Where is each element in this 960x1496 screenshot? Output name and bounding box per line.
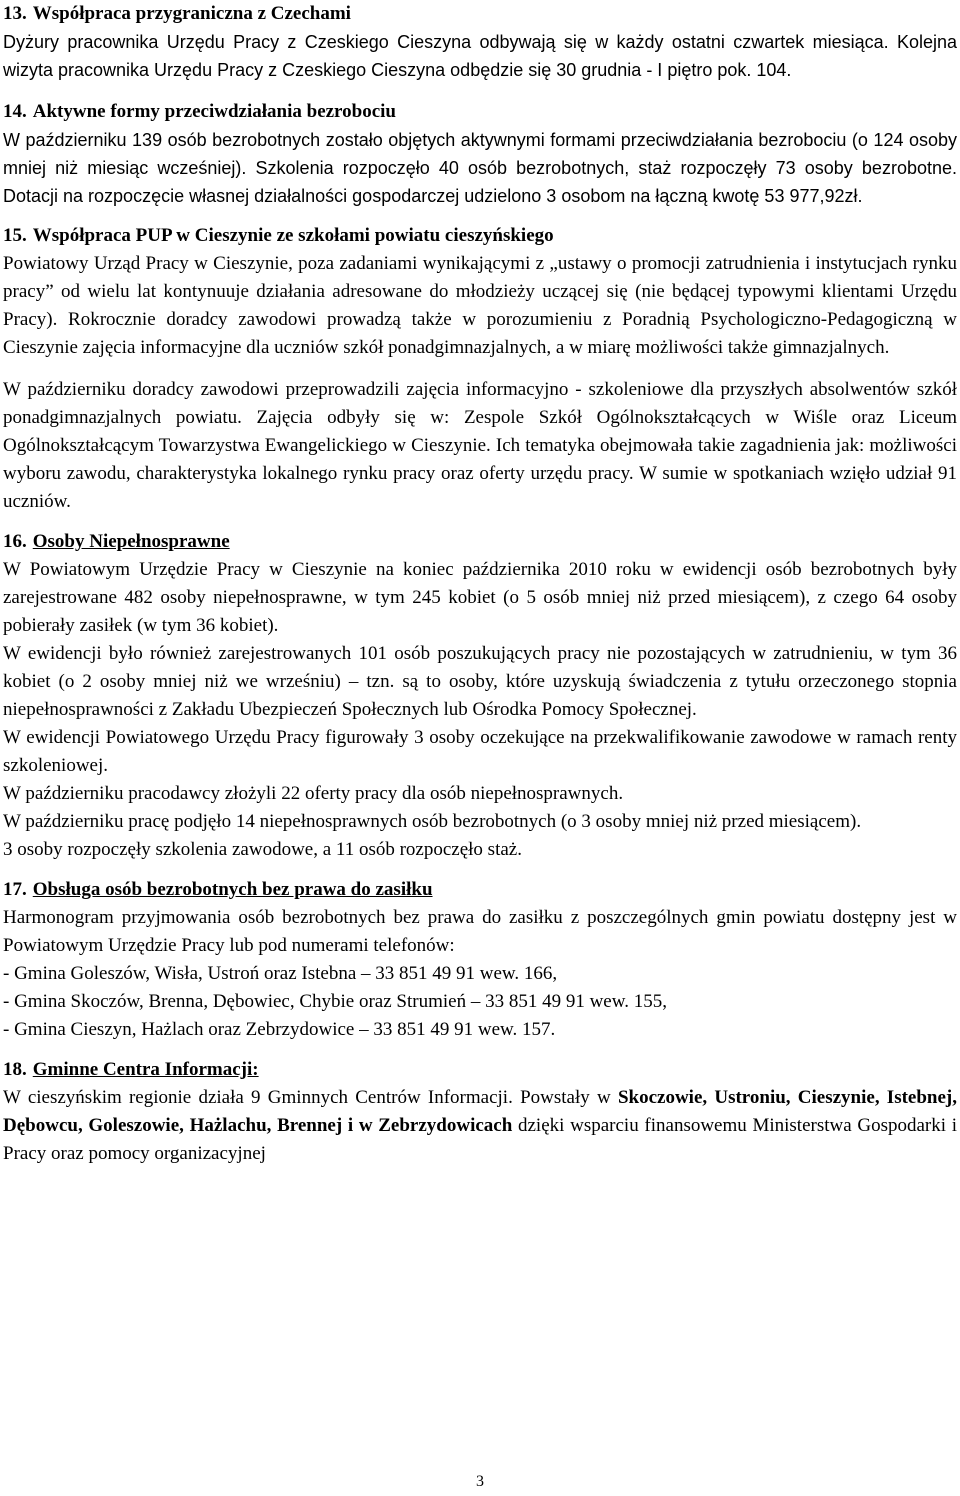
text-span: W cieszyńskim regionie działa 9 Gminnych Centrów Informacji. Powstały w — [3, 1087, 611, 1108]
paragraph: W październiku 139 osób bezrobotnych zostało objętych aktywnymi formami przeciwdziałania bezrobociu (o 124 osoby mniej niż miesiąc wcześniej). Szkolenia rozpoczęło 40 osób bezrobotnych, staż rozpoczęły 73 osoby bezrobotne. Dotacji na rozpoczęcie własnej działalności gospodarczej udzielono 3 osobom na łączną kwotę 53 977,92zł. — [3, 130, 957, 206]
section-14 — [3, 98, 957, 210]
section-17 — [3, 876, 957, 1044]
section-heading — [3, 0, 957, 28]
section-title: Obsługa osób bezrobotnych bez prawa do zasiłku — [32, 879, 433, 900]
section-number: 16. — [3, 531, 27, 552]
section-heading — [3, 876, 957, 904]
section-number: 14. — [3, 101, 27, 122]
paragraph-gap — [3, 362, 957, 376]
paragraph: 3 osoby rozpoczęły szkolenia zawodowe, a 11 osób rozpoczęło staż. — [3, 839, 522, 860]
section-title: Aktywne formy przeciwdziałania bezrobociu — [32, 101, 396, 122]
section-heading — [3, 528, 957, 556]
section-number: 18. — [3, 1059, 27, 1080]
paragraph — [3, 1084, 957, 1168]
paragraph: W październiku pracodawcy złożyli 22 oferty pracy dla osób niepełnosprawnych. — [3, 783, 624, 804]
paragraph: Dyżury pracownika Urzędu Pracy z Czeskiego Cieszyna odbywają się w każdy ostatni czwartek miesiąca. Kolejna wizyta pracownika Urzędu Pracy z Czeskiego Cieszyna odbędzie się 30 grudnia - I piętro pok. 104. — [3, 32, 957, 80]
section-heading — [3, 98, 957, 126]
section-13 — [3, 0, 957, 84]
list-item: - Gmina Cieszyn, Hażlach oraz Zebrzydowice – 33 851 49 91 wew. 157. — [3, 1019, 556, 1040]
section-title: Współpraca przygraniczna z Czechami — [32, 3, 351, 24]
paragraph: Powiatowy Urząd Pracy w Cieszynie, poza zadaniami wynikającymi z „ustawy o promocji zatrudnienia i instytucjach rynku pracy” od wielu lat kontynuuje działania adresowane do młodzieży uczącej się (nie będącej typowymi klientami Urzędu Pracy). Rokrocznie doradcy zawodowi prowadzą także w porozumieniu z Poradnią Psychologiczno-Pedagogiczną w Cieszynie zajęcia informacyjne dla uczniów szkół ponadgimnazjalnych, a w miarę możliwości także gimnazjalnych. — [3, 253, 957, 358]
section-heading — [3, 1056, 957, 1084]
section-18 — [3, 1056, 957, 1168]
section-title: Współpraca PUP w Cieszynie ze szkołami powiatu cieszyńskiego — [32, 225, 554, 246]
section-number: 17. — [3, 879, 27, 900]
bold-place-names: Skoczowie, Ustroniu, Cieszynie, Istebnej, Dębowcu, Goleszowie, Hażlachu, Brennej i w Zebrzydowicach — [3, 1087, 957, 1136]
section-number: 15. — [3, 225, 27, 246]
section-16 — [3, 528, 957, 864]
document-page — [3, 0, 957, 1176]
paragraph: W Powiatowym Urzędzie Pracy w Cieszynie na koniec października 2010 roku w ewidencji osób bezrobotnych były zarejestrowane 482 osoby niepełnosprawne, w tym 245 kobiet (o 5 osób mniej niż przed miesiącem), z czego 64 osoby pobierały zasiłek (w tym 36 kobiet). — [3, 559, 957, 636]
page-number: 3 — [476, 1473, 484, 1490]
list-item: - Gmina Skoczów, Brenna, Dębowiec, Chybie oraz Strumień – 33 851 49 91 wew. 155, — [3, 991, 667, 1012]
section-number: 13. — [3, 3, 27, 24]
paragraph: W ewidencji Powiatowego Urzędu Pracy figurowały 3 osoby oczekujące na przekwalifikowanie zawodowe w ramach renty szkoleniowej. — [3, 727, 957, 776]
section-15 — [3, 222, 957, 516]
paragraph: Harmonogram przyjmowania osób bezrobotnych bez prawa do zasiłku z poszczególnych gmin powiatu dostępny jest w Powiatowym Urzędzie Pracy lub pod numerami telefonów: — [3, 907, 957, 956]
section-title: Gminne Centra Informacji: — [32, 1059, 259, 1080]
section-heading — [3, 222, 957, 250]
paragraph: W październiku doradcy zawodowi przeprowadzili zajęcia informacyjno - szkoleniowe dla przyszłych absolwentów szkół ponadgimnazjalnych powiatu. Zajęcia odbyły się w: Zespole Szkół Ogólnokształcących w Wiśle oraz Liceum Ogólnokształcącym Towarzystwa Ewangelickiego w Cieszynie. Ich tematyka obejmowała takie zagadnienia jak: możliwości wyboru zawodu, charakterystyka lokalnego rynku pracy oraz oferty urzędu pracy. W sumie w spotkaniach wzięło udział 91 uczniów. — [3, 379, 957, 512]
paragraph: W ewidencji było również zarejestrowanych 101 osób poszukujących pracy nie pozostających w zatrudnieniu, w tym 36 kobiet (o 2 osoby mniej niż we wrześniu) – tzn. są to osoby, które uzyskują świadczenia z tytułu orzeczonego stopnia niepełnosprawności z Zakładu Ubezpieczeń Społecznych lub Ośrodka Pomocy Społecznej. — [3, 643, 957, 720]
paragraph: W październiku pracę podjęło 14 niepełnosprawnych osób bezrobotnych (o 3 osoby mniej niż przed miesiącem). — [3, 811, 862, 832]
section-title: Osoby Niepełnosprawne — [32, 531, 230, 552]
text-span: dzięki wsparciu finansowemu Ministerstwa Gospodarki i Pracy oraz pomocy organizacyjnej — [3, 1115, 957, 1164]
list-item: - Gmina Goleszów, Wisła, Ustroń oraz Istebna – 33 851 49 91 wew. 166, — [3, 963, 558, 984]
